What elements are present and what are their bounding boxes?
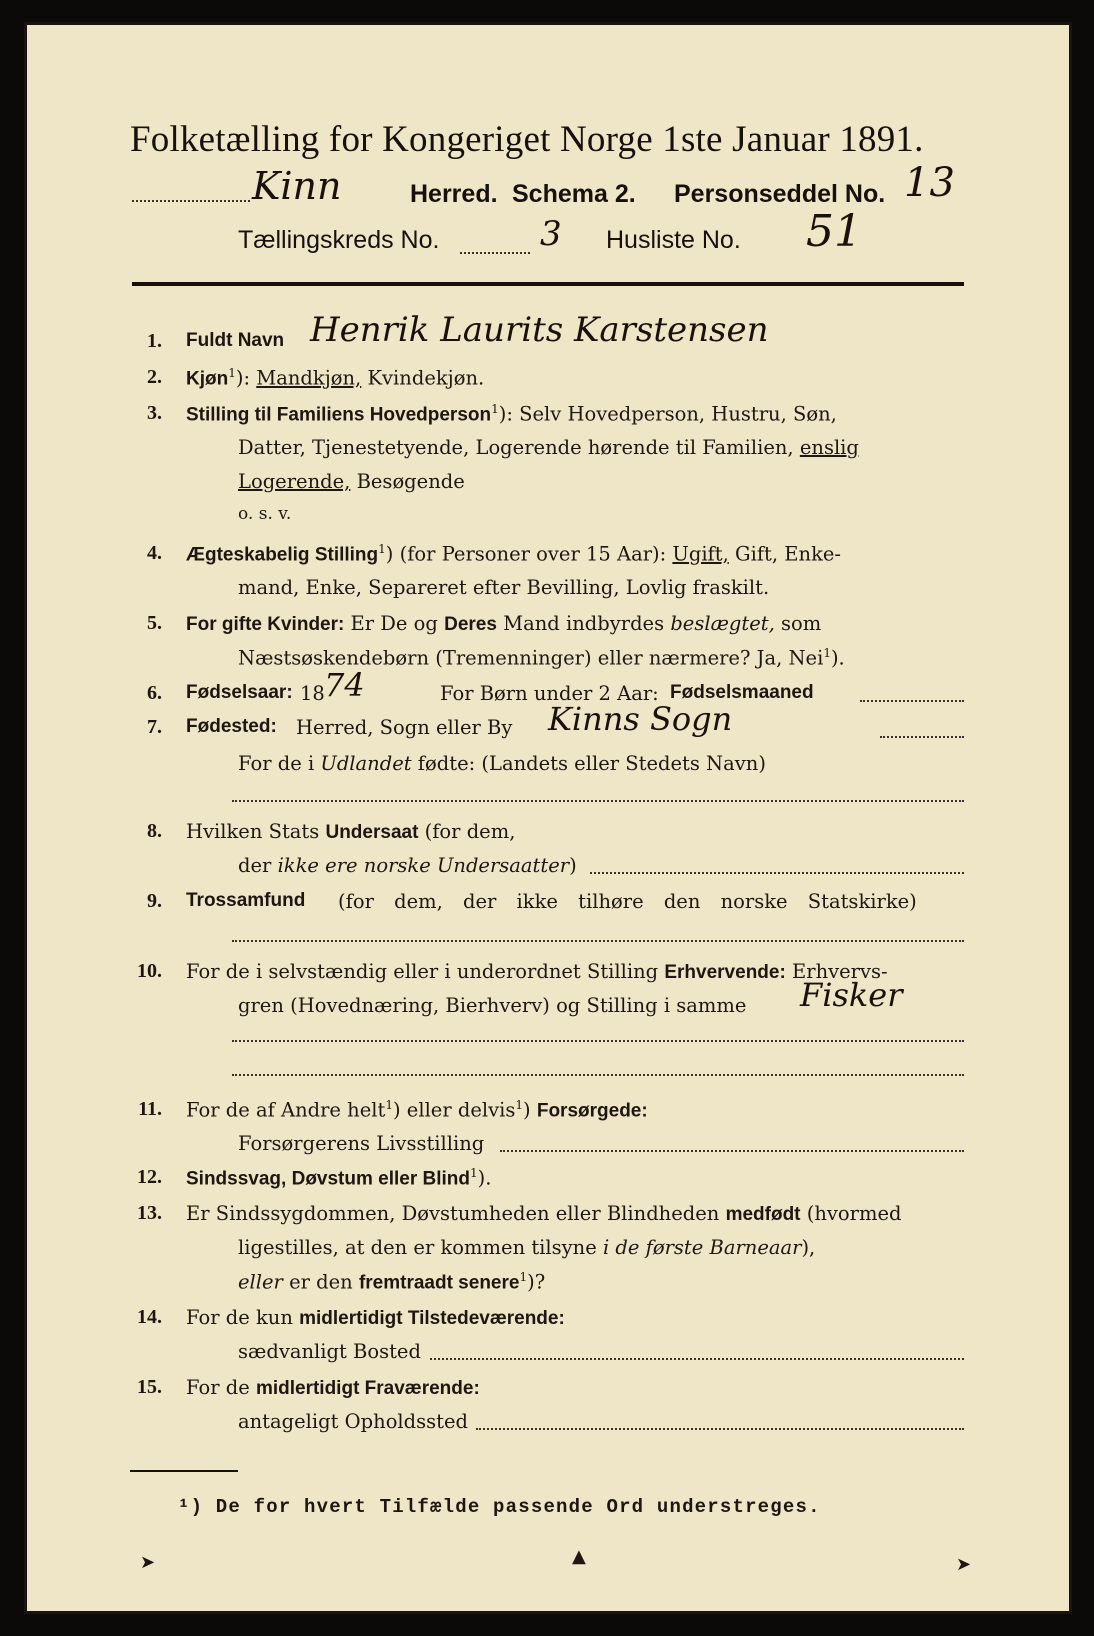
gifte-kvinder-line-1: For gifte Kvinder: Er De og Deres Mand indbyrdes beslægtet, som <box>186 612 822 635</box>
personseddel-label: Personseddel No. <box>674 180 886 208</box>
taellingskreds-number: 3 <box>540 214 562 254</box>
item-number: 3. <box>147 402 162 424</box>
gifte-kvinder-line-2: Næstsøskendebørn (Tremenninger) eller nærmere? Ja, Nei$^1$). <box>238 646 845 670</box>
fodselsaar-value: 74 <box>324 666 365 704</box>
kvindekjon-option: Kvindekjøn. <box>367 366 485 390</box>
item-number: 11. <box>138 1098 162 1120</box>
erhverv-dotted-line-2 <box>232 1074 964 1076</box>
ugift-option: Ugift, <box>672 542 729 566</box>
item-number: 12. <box>137 1166 162 1188</box>
erhverv-value: Fisker <box>800 976 903 1014</box>
fodselsaar-label: Fødselsaar: <box>186 682 293 703</box>
kreds-dotted-line <box>460 252 530 254</box>
forsorgerens-livsstilling-label: Forsørgerens Livsstilling <box>238 1132 485 1155</box>
census-form-sheet <box>24 22 1072 1614</box>
logerende-option: Logerende, <box>238 470 351 493</box>
livsstilling-dotted-line <box>500 1150 964 1152</box>
item-number: 1. <box>147 330 162 352</box>
erhverv-line-1: For de i selvstændig eller i underordnet Stilling Erhvervende: Erhvervs- <box>186 960 888 983</box>
husliste-number: 51 <box>806 206 862 257</box>
tilstedevaerende-line: For de kun midlertidigt Tilstedeværende: <box>186 1306 565 1329</box>
stilling-line-1: Stilling til Familiens Hovedperson$^1$): Selv Hovedperson, Hustru, Søn, <box>186 402 837 426</box>
medfodt-line-2: ligestilles, at den er kommen tilsyne i de første Barneaar), <box>238 1236 816 1259</box>
kjon-line: Kjøn$^1$): Mandkjøn, Kvindekjøn. <box>186 366 485 390</box>
fravaerende-line: For de midlertidigt Fraværende: <box>186 1376 480 1399</box>
erhverv-dotted-line-1 <box>232 1040 964 1042</box>
form-title: Folketælling for Kongeriget Norge 1ste Januar 1891. <box>130 119 924 160</box>
forsorgede-line-1: For de af Andre helt$^1$) eller delvis$^1$) Forsørgede: <box>186 1098 648 1122</box>
item-number: 10. <box>137 960 162 982</box>
footnote: ¹) De for hvert Tilfælde passende Ord understreges. <box>178 1496 821 1518</box>
undersaat-dotted-line <box>590 872 964 874</box>
stilling-line-3: Logerende, Besøgende <box>238 470 465 493</box>
fodested-dotted-line <box>880 736 964 738</box>
binding-mark-right: ➤ <box>956 1554 972 1575</box>
stilling-line-2: Datter, Tjenestetyende, Logerende hørende til Familien, enslig <box>238 436 859 459</box>
stats-undersaat-line-1: Hvilken Stats Undersaat (for dem, <box>186 820 516 843</box>
fuldt-navn-value: Henrik Laurits Karstensen <box>310 310 769 350</box>
medfodt-line-1: Er Sindssygdommen, Døvstumheden eller Blindheden medfødt (hvormed <box>186 1202 902 1225</box>
footnote-rule <box>130 1470 238 1472</box>
trossamfund-dotted-line <box>232 940 964 942</box>
fodselsaar-prefix: 18 <box>300 682 325 705</box>
item-number: 7. <box>147 716 162 738</box>
item-number: 4. <box>147 542 162 564</box>
item-number: 6. <box>147 682 162 704</box>
saedvanligt-bosted-label: sædvanligt Bosted <box>238 1340 421 1363</box>
medfodt-line-3: eller er den fremtraadt senere$^1$)? <box>238 1270 546 1294</box>
opholdssted-label: antageligt Opholdssted <box>238 1410 469 1433</box>
item-number: 15. <box>137 1376 162 1398</box>
osv-text: o. s. v. <box>238 504 292 524</box>
item-number: 2. <box>147 366 162 388</box>
bosted-dotted-line <box>430 1358 964 1360</box>
schema-label: Schema 2. <box>512 180 636 208</box>
binding-mark-left: ➤ <box>140 1552 156 1573</box>
header-rule <box>132 282 964 286</box>
udlandet-dotted-line <box>232 800 964 802</box>
husliste-label: Husliste No. <box>606 226 741 254</box>
herred-handwritten: Kinn <box>252 164 342 208</box>
opholdssted-dotted-line <box>476 1428 964 1430</box>
trossamfund-label: Trossamfund <box>186 890 306 911</box>
stats-undersaat-line-2: der ikke ere norske Undersaatter) <box>238 854 577 877</box>
sindssvag-line: Sindssvag, Døvstum eller Blind$^1$). <box>186 1166 492 1190</box>
fodselsmaaned-dotted-line <box>860 700 964 702</box>
aegteskabelig-line-2: mand, Enke, Separeret efter Bevilling, Lovlig fraskilt. <box>238 576 770 599</box>
herred-label: Herred. <box>410 180 498 208</box>
fuldt-navn-label: Fuldt Navn <box>186 330 285 351</box>
herred-dotted-line <box>132 200 250 202</box>
fodested-text: Herred, Sogn eller By <box>296 716 513 739</box>
personseddel-number: 13 <box>904 160 955 206</box>
fodested-value: Kinns Sogn <box>548 700 733 738</box>
taellingskreds-label: Tællingskreds No. <box>238 226 440 254</box>
fodselsmaaned-label: Fødselsmaaned <box>670 682 814 703</box>
item-number: 8. <box>147 820 162 842</box>
erhverv-line-2: gren (Hovednæring, Bierhverv) og Stilling i samme <box>238 994 747 1017</box>
udlandet-line: For de i Udlandet fødte: (Landets eller Stedets Navn) <box>238 752 766 775</box>
item-number: 13. <box>137 1202 162 1224</box>
fodested-label: Fødested: <box>186 716 277 737</box>
binding-mark-center: ▲ <box>572 1546 586 1567</box>
trossamfund-text: (for dem, der ikke tilhøre den norske Statskirke) <box>338 890 917 913</box>
item-number: 5. <box>147 612 162 634</box>
born-under-2-text: For Børn under 2 Aar: <box>440 682 659 705</box>
item-number: 9. <box>147 890 162 912</box>
item-number: 14. <box>137 1306 162 1328</box>
aegteskabelig-line-1: Ægteskabelig Stilling$^1$) (for Personer over 15 Aar): Ugift, Gift, Enke- <box>186 542 842 566</box>
enslig-option: enslig <box>799 436 859 459</box>
mandkjon-option: Mandkjøn, <box>256 366 362 390</box>
